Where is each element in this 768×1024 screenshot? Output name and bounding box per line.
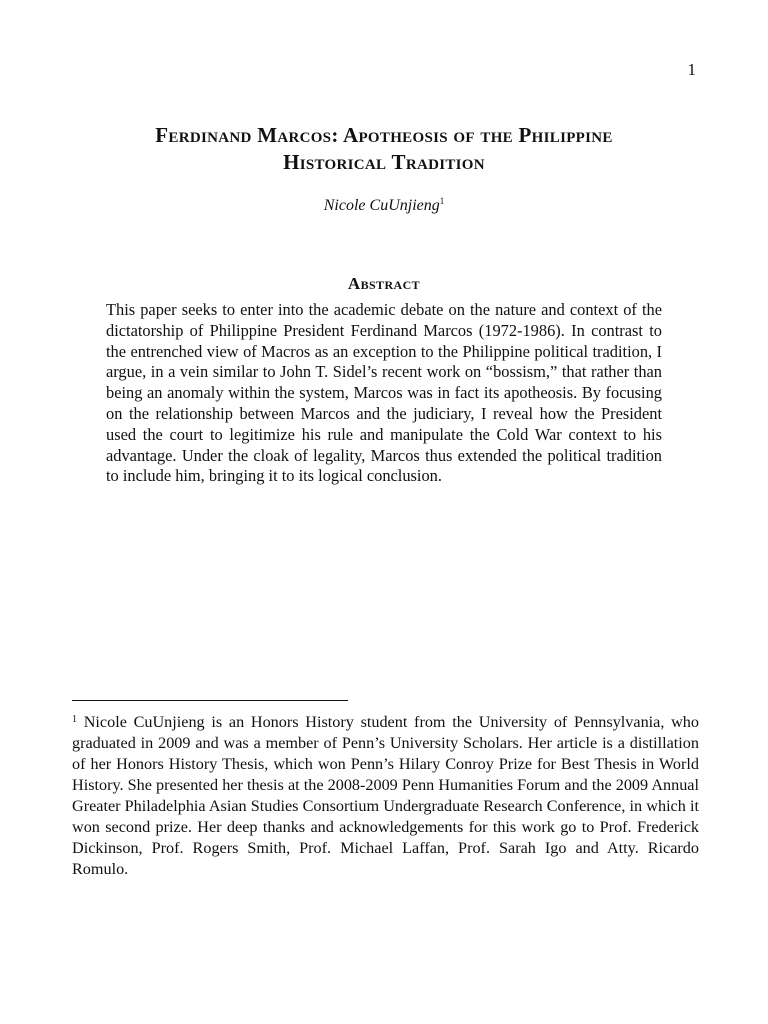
- footnote-marker: 1: [72, 714, 77, 725]
- page-number: 1: [687, 60, 696, 79]
- footnote-text: Nicole CuUnjieng is an Honors History student from the University of Pennsylvania, who graduated in 2009 and was a member of Penn’s University Scholars. Her article is a distillation of her Honors History Thesis, which won Penn’s Hilary Conroy Prize for Best Thesis in World History. She presented her thesis at the 2008-2009 Penn Humanities Forum and the 2009 Annual Greater Philadelphia Asian Studies Consortium Undergraduate Research Conference, in which it won second prize. Her deep thanks and acknowledgements for this work go to Prof. Frederick Dickinson, Prof. Rogers Smith, Prof. Michael Laffan, Prof. Sarah Igo and Atty. Ricardo Romulo.: [72, 713, 699, 878]
- abstract-body: This paper seeks to enter into the academic debate on the nature and context of the dictatorship of Philippine President Ferdinand Marcos (1972-1986). In contrast to the entrenched view of Macros as an exception to the Philippine political tradition, I argue, in a vein similar to John T. Sidel’s recent work on “bossism,” that rather than being an anomaly within the system, Marcos was in fact its apotheosis. By focusing on the relationship between Marcos and the judiciary, I reveal how the President used the court to legitimize his rule and manipulate the Cold War context to his advantage. Under the cloak of legality, Marcos thus extended the political tradition to include him, bringing it to its logical conclusion.: [106, 300, 662, 486]
- paper-title-line-1: Ferdinand Marcos: Apotheosis of the Philippine: [155, 123, 613, 147]
- footnote: [72, 709, 699, 880]
- author-footnote-marker[interactable]: 1: [439, 196, 445, 206]
- author-byline: [0, 196, 768, 215]
- author-name: Nicole CuUnjieng: [323, 197, 440, 214]
- paper-title: [60, 122, 708, 176]
- abstract-heading: Abstract: [347, 274, 421, 293]
- paper-title-line-2: Historical Tradition: [283, 150, 485, 174]
- footnote-divider: [72, 700, 348, 701]
